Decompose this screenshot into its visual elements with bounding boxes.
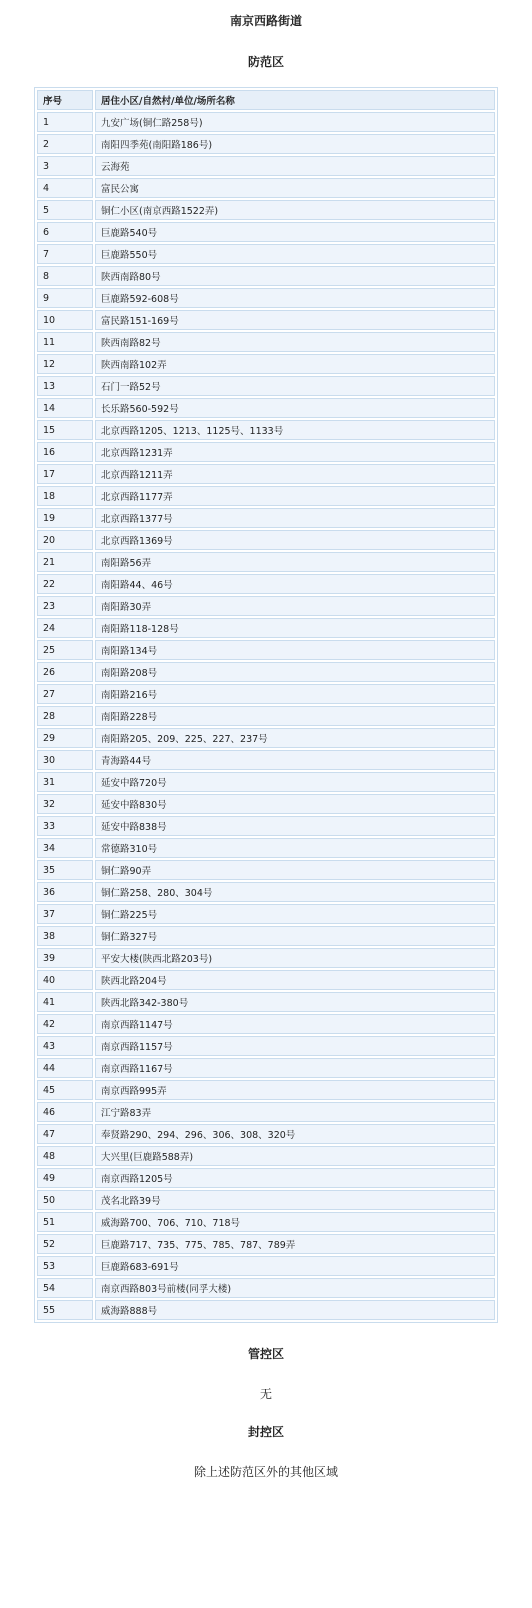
table-row [37, 684, 495, 704]
row-index: 3 [37, 156, 93, 176]
row-index: 35 [37, 860, 93, 880]
row-location-name: 九安广场(铜仁路258号) [95, 112, 495, 132]
row-index: 7 [37, 244, 93, 264]
row-index: 1 [37, 112, 93, 132]
table-row [37, 794, 495, 814]
table-row [37, 1146, 495, 1166]
table-row [37, 354, 495, 374]
row-index: 33 [37, 816, 93, 836]
table-row [37, 1080, 495, 1100]
table-row [37, 222, 495, 242]
table-row [37, 970, 495, 990]
row-index: 19 [37, 508, 93, 528]
row-index: 26 [37, 662, 93, 682]
row-location-name: 长乐路560-592号 [95, 398, 495, 418]
row-location-name: 巨鹿路550号 [95, 244, 495, 264]
row-index: 24 [37, 618, 93, 638]
row-location-name: 青海路44号 [95, 750, 495, 770]
row-index: 6 [37, 222, 93, 242]
table-row [37, 1036, 495, 1056]
row-index: 20 [37, 530, 93, 550]
row-index: 32 [37, 794, 93, 814]
row-location-name: 北京西路1211弄 [95, 464, 495, 484]
row-location-name: 云海苑 [95, 156, 495, 176]
row-location-name: 南京西路1205号 [95, 1168, 495, 1188]
row-index: 30 [37, 750, 93, 770]
row-location-name: 石门一路52号 [95, 376, 495, 396]
table-row [37, 992, 495, 1012]
table-row [37, 310, 495, 330]
row-index: 18 [37, 486, 93, 506]
row-index: 46 [37, 1102, 93, 1122]
row-index: 45 [37, 1080, 93, 1100]
row-location-name: 威海路888号 [95, 1300, 495, 1320]
row-location-name: 巨鹿路717、735、775、785、787、789弄 [95, 1234, 495, 1254]
table-row [37, 508, 495, 528]
row-location-name: 铜仁路258、280、304号 [95, 882, 495, 902]
row-location-name: 南阳路216号 [95, 684, 495, 704]
row-location-name: 威海路700、706、710、718号 [95, 1212, 495, 1232]
row-index: 37 [37, 904, 93, 924]
row-location-name: 铜仁小区(南京西路1522弄) [95, 200, 495, 220]
table-row [37, 376, 495, 396]
table-row [37, 926, 495, 946]
table-row [37, 398, 495, 418]
row-index: 50 [37, 1190, 93, 1210]
header-index: 序号 [37, 90, 93, 110]
row-location-name: 延安中路720号 [95, 772, 495, 792]
row-location-name: 南京西路1147号 [95, 1014, 495, 1034]
table-row [37, 1190, 495, 1210]
row-location-name: 奉贤路290、294、296、306、308、320号 [95, 1124, 495, 1144]
row-location-name: 北京西路1231弄 [95, 442, 495, 462]
table-row [37, 640, 495, 660]
section-title-lockdown: 封控区 [247, 1425, 284, 1439]
row-index: 25 [37, 640, 93, 660]
table-row [37, 156, 495, 176]
table-row [37, 112, 495, 132]
row-index: 49 [37, 1168, 93, 1188]
row-index: 36 [37, 882, 93, 902]
row-index: 15 [37, 420, 93, 440]
row-location-name: 北京西路1369号 [95, 530, 495, 550]
row-location-name: 延安中路838号 [95, 816, 495, 836]
table-row [37, 1014, 495, 1034]
table-row [37, 464, 495, 484]
row-location-name: 巨鹿路683-691号 [95, 1256, 495, 1276]
table-row [37, 1102, 495, 1122]
row-index: 43 [37, 1036, 93, 1056]
row-index: 2 [37, 134, 93, 154]
row-index: 8 [37, 266, 93, 286]
table-row [37, 1058, 495, 1078]
table-header-row [37, 90, 495, 110]
table-row [37, 442, 495, 462]
prevention-table [34, 87, 498, 1323]
row-index: 16 [37, 442, 93, 462]
table-body [37, 112, 495, 1320]
row-location-name: 陕西南路102弄 [95, 354, 495, 374]
row-index: 47 [37, 1124, 93, 1144]
table-row [37, 332, 495, 352]
row-location-name: 南京西路803号前楼(同孚大楼) [95, 1278, 495, 1298]
row-index: 53 [37, 1256, 93, 1276]
table-row [37, 1300, 495, 1320]
row-index: 9 [37, 288, 93, 308]
lockdown-area-text: 除上述防范区外的其他区域 [193, 1465, 338, 1479]
row-location-name: 南阳路205、209、225、227、237号 [95, 728, 495, 748]
row-index: 11 [37, 332, 93, 352]
table-row [37, 618, 495, 638]
row-location-name: 南阳路208号 [95, 662, 495, 682]
table-row [37, 904, 495, 924]
table-row [37, 816, 495, 836]
row-index: 40 [37, 970, 93, 990]
row-index: 12 [37, 354, 93, 374]
table-row [37, 1212, 495, 1232]
table-row [37, 838, 495, 858]
row-location-name: 富民路151-169号 [95, 310, 495, 330]
row-index: 41 [37, 992, 93, 1012]
row-location-name: 延安中路830号 [95, 794, 495, 814]
section-title-prevention: 防范区 [247, 55, 284, 69]
table-row [37, 420, 495, 440]
row-index: 39 [37, 948, 93, 968]
row-index: 23 [37, 596, 93, 616]
row-index: 13 [37, 376, 93, 396]
control-area-text: 无 [259, 1387, 272, 1401]
row-index: 52 [37, 1234, 93, 1254]
row-index: 55 [37, 1300, 93, 1320]
row-index: 38 [37, 926, 93, 946]
row-index: 10 [37, 310, 93, 330]
row-index: 5 [37, 200, 93, 220]
row-index: 48 [37, 1146, 93, 1166]
table-row [37, 1278, 495, 1298]
row-index: 27 [37, 684, 93, 704]
row-index: 51 [37, 1212, 93, 1232]
table-row [37, 288, 495, 308]
table-row [37, 574, 495, 594]
table-row [37, 1168, 495, 1188]
table-row [37, 486, 495, 506]
row-location-name: 南阳路118-128号 [95, 618, 495, 638]
table-row [37, 750, 495, 770]
row-location-name: 巨鹿路592-608号 [95, 288, 495, 308]
row-location-name: 常德路310号 [95, 838, 495, 858]
row-location-name: 陕西南路82号 [95, 332, 495, 352]
table-row [37, 948, 495, 968]
table-row [37, 772, 495, 792]
row-location-name: 南阳路44、46号 [95, 574, 495, 594]
table-row [37, 200, 495, 220]
row-location-name: 平安大楼(陕西北路203号) [95, 948, 495, 968]
row-location-name: 南阳路30弄 [95, 596, 495, 616]
row-index: 28 [37, 706, 93, 726]
row-location-name: 铜仁路327号 [95, 926, 495, 946]
row-index: 17 [37, 464, 93, 484]
table-row [37, 596, 495, 616]
page-title: 南京西路街道 [229, 14, 302, 28]
row-location-name: 陕西南路80号 [95, 266, 495, 286]
row-location-name: 南京西路1167号 [95, 1058, 495, 1078]
table-row [37, 860, 495, 880]
table-row [37, 530, 495, 550]
row-index: 21 [37, 552, 93, 572]
table-row [37, 1124, 495, 1144]
row-location-name: 大兴里(巨鹿路588弄) [95, 1146, 495, 1166]
header-name: 居住小区/自然村/单位/场所名称 [95, 90, 495, 110]
row-location-name: 北京西路1377号 [95, 508, 495, 528]
row-location-name: 北京西路1177弄 [95, 486, 495, 506]
row-index: 34 [37, 838, 93, 858]
row-location-name: 陕西北路204号 [95, 970, 495, 990]
row-location-name: 南京西路1157号 [95, 1036, 495, 1056]
table-row [37, 882, 495, 902]
row-location-name: 南阳路134号 [95, 640, 495, 660]
table-row [37, 244, 495, 264]
row-location-name: 陕西北路342-380号 [95, 992, 495, 1012]
row-location-name: 南阳四季苑(南阳路186号) [95, 134, 495, 154]
row-location-name: 铜仁路90弄 [95, 860, 495, 880]
row-index: 22 [37, 574, 93, 594]
row-index: 44 [37, 1058, 93, 1078]
row-location-name: 富民公寓 [95, 178, 495, 198]
table-row [37, 1256, 495, 1276]
row-index: 29 [37, 728, 93, 748]
row-location-name: 巨鹿路540号 [95, 222, 495, 242]
section-title-control: 管控区 [247, 1347, 284, 1361]
table-row [37, 552, 495, 572]
row-index: 42 [37, 1014, 93, 1034]
table-row [37, 662, 495, 682]
table-row [37, 728, 495, 748]
row-location-name: 江宁路83弄 [95, 1102, 495, 1122]
row-index: 54 [37, 1278, 93, 1298]
table-row [37, 134, 495, 154]
row-location-name: 北京西路1205、1213、1125号、1133号 [95, 420, 495, 440]
table-row [37, 1234, 495, 1254]
row-index: 4 [37, 178, 93, 198]
row-location-name: 南阳路56弄 [95, 552, 495, 572]
table-row [37, 178, 495, 198]
row-location-name: 茂名北路39号 [95, 1190, 495, 1210]
row-index: 31 [37, 772, 93, 792]
table-row [37, 266, 495, 286]
row-index: 14 [37, 398, 93, 418]
row-location-name: 南阳路228号 [95, 706, 495, 726]
table-row [37, 706, 495, 726]
row-location-name: 南京西路995弄 [95, 1080, 495, 1100]
row-location-name: 铜仁路225号 [95, 904, 495, 924]
